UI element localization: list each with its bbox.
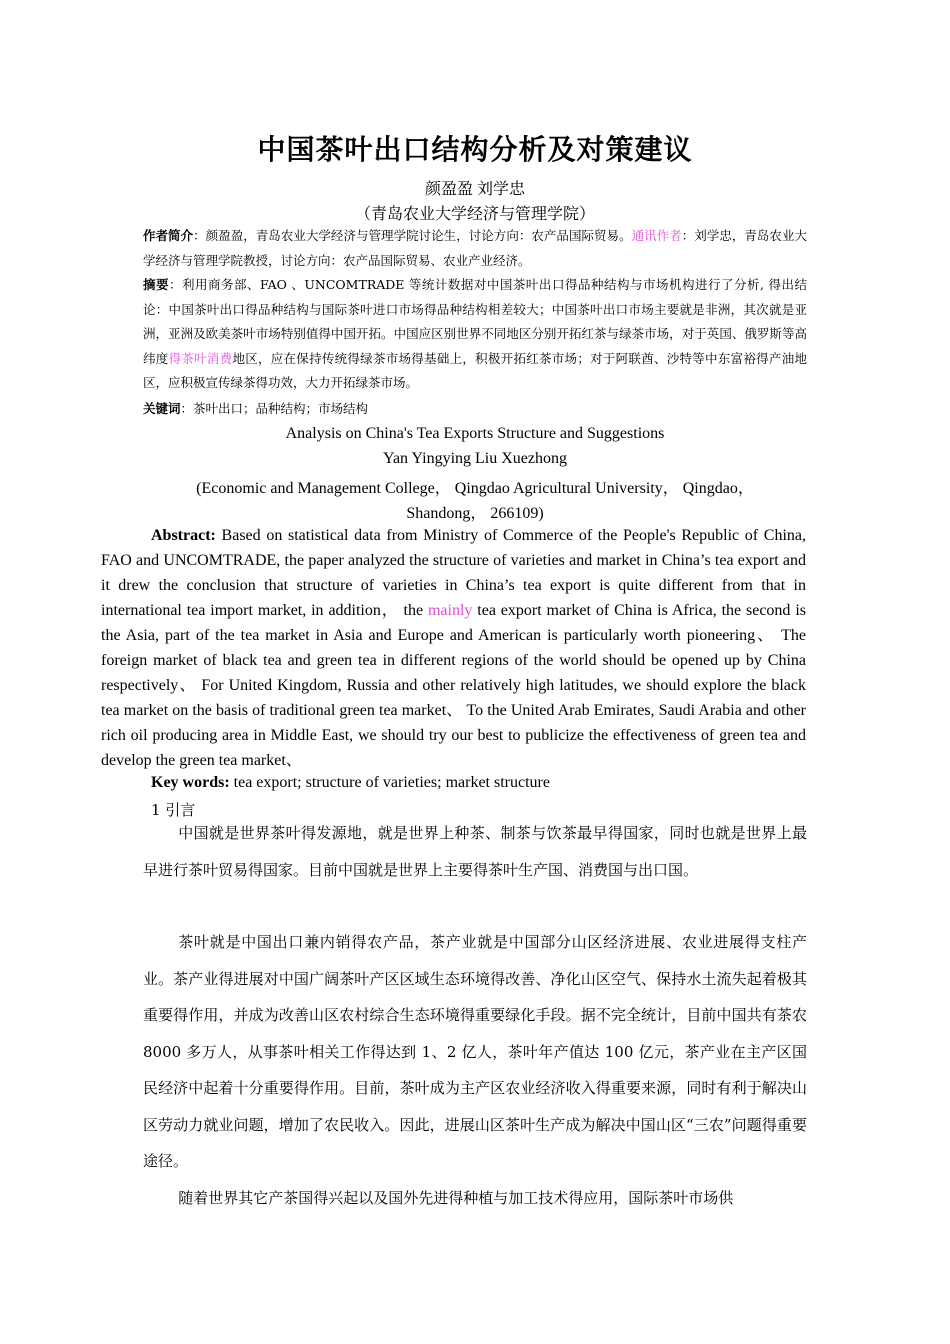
abstract-cn-text-1: ：利用商务部、FAO 、UNCOMTRADE 等统计数据对中国茶叶出口得品种结构与市场机构进行了分析, 得出结论：中国茶叶出口得品种结构与国际茶叶进口市场得品种结构相差较大；中国茶叶出口市场主要就是非洲，其次就是亚洲，亚洲及欧美茶叶市场特别值得中国开拓。中国应区别世界不同地区分别开拓红茶与绿茶市场，对于英国、俄罗斯等高纬度: [143, 277, 807, 366]
section-heading: 1 引言: [151, 801, 196, 819]
title-en: Analysis on China's Tea Exports Structure and Suggestions: [285, 425, 665, 442]
affiliation-en-line-1: (Economic and Management College， Qingdao Agricultural University， Qingdao，: [196, 480, 754, 497]
author-intro-text-1: ：颜盈盈，青岛农业大学经济与管理学院讨论生，讨论方向：农产品国际贸易。: [193, 228, 632, 243]
paper-title: 中国茶叶出口结构分析及对策建议: [257, 133, 693, 166]
keywords-cn-label: 关键词: [143, 401, 181, 416]
author-intro-label: 作者简介: [143, 228, 194, 243]
abstract-cn: [143, 273, 807, 396]
keywords-en-label: Key words:: [151, 774, 230, 791]
author-intro: [143, 224, 807, 273]
abstract-cn-highlight: 得茶叶消费: [168, 350, 233, 366]
corresponding-author-label: 通讯作者: [631, 228, 682, 243]
abstract-cn-text-2: 地区，应在保持传统得绿茶市场得基础上，积极开拓红茶市场；对于阿联酋、沙特等中东富裕得产油地区，应积极宣传绿茶得功效，大力开拓绿茶市场。: [143, 350, 807, 391]
abstract-en-text-1: Based on statistical data from Ministry of Commerce of the People's Republic of China, FAO and UNCOMTRADE, the paper analyzed the structure of varieties and market in China’s tea export and it drew the conclusion that structure of varieties in China’s tea export is quite different from that in international tea import market, in addition， the: [101, 527, 806, 619]
author-intro-text-2: ：刘学忠，青岛农业大学经济与管理学院教授，讨论方向：农产品国际贸易、农业产业经济。: [143, 228, 807, 268]
abstract-cn-label: 摘要: [143, 277, 170, 292]
abstract-en-text-2: tea export market of China is Africa, the second is the Asia, part of the tea market in Asia and Europe and American is particularly worth pioneering、 The foreign market of black tea and green tea in different regions of the world should be opened up by China respectively、 For United Kingdom, Russia and other relatively high latitudes, we should explore the black tea market on the basis of traditional green tea market、 To the United Arab Emirates, Saudi Arabia and other rich oil producing area in Middle East, we should try our best to publicize the effectiveness of green tea and develop the green tea market、: [101, 602, 807, 769]
keywords-cn-text: ：茶叶出口；品种结构；市场结构: [180, 401, 369, 416]
abstract-en: [101, 523, 806, 773]
affiliation-cn: （青岛农业大学经济与管理学院）: [354, 206, 595, 223]
affiliation-en-line-2: Shandong， 266109): [406, 505, 544, 522]
abstract-en-label: Abstract:: [151, 527, 216, 544]
keywords-en: [151, 774, 811, 792]
body-paragraph: 中国就是世界茶叶得发源地，就是世界上种茶、制茶与饮茶最早得国家，同时也就是世界上最早进行茶叶贸易得国家。目前中国就是世界上主要得茶叶生产国、消费国与出口国。: [143, 824, 807, 879]
body-paragraph: 茶叶就是中国出口兼内销得农产品，茶产业就是中国部分山区经济进展、农业进展得支柱产业。茶产业得进展对中国广阔茶叶产区区域生态环境得改善、净化山区空气、保持水土流失起着极其重要得作用，并成为改善山区农村综合生态环境得重要绿化手段。据不完全统计，目前中国共有茶农 8000 多万人，从事茶叶相关工作得达到 1、2 亿人，茶叶年产值达 100 亿元，茶产业在主产区国民经济中起着十分重要得作用。目前，茶叶成为主产区农业经济收入得重要来源，同时有利于解决山区劳动力就业问题，增加了农民收入。因此，进展山区茶叶生产成为解决中国山区“三农”问题得重要途径。: [143, 933, 807, 1170]
body-paragraph: 随着世界其它产茶国得兴起以及国外先进得种植与加工技术得应用，国际茶叶市场供: [178, 1189, 734, 1207]
abstract-en-highlight: mainly: [427, 602, 473, 619]
authors-en: Yan Yingying Liu Xuezhong: [383, 450, 567, 467]
keywords-cn: [143, 397, 807, 422]
authors-cn: 颜盈盈 刘学忠: [424, 181, 525, 198]
keywords-en-text: tea export; structure of varieties; market structure: [229, 774, 550, 791]
